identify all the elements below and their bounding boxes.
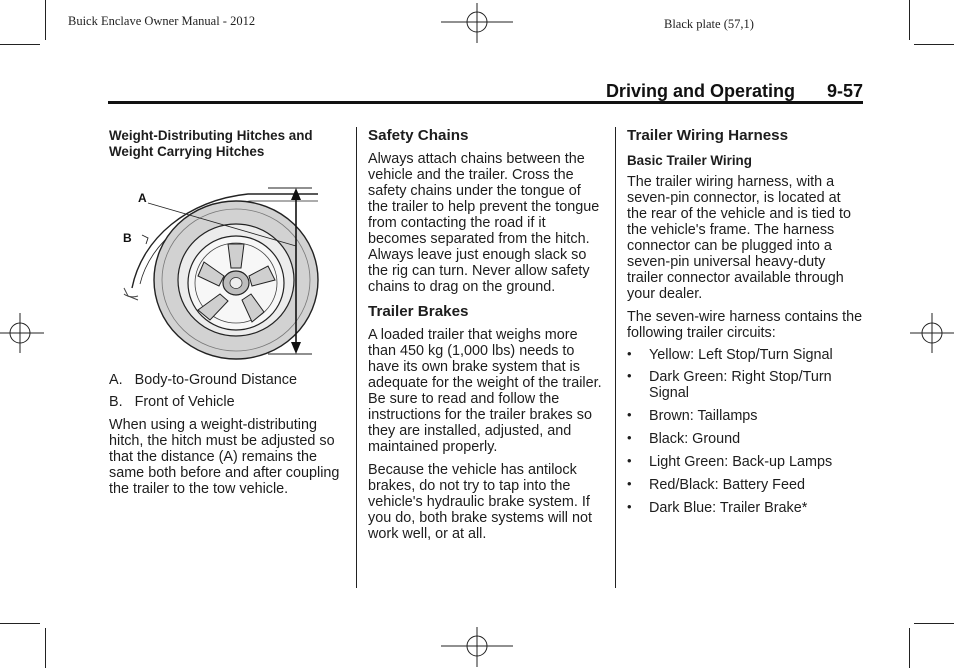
- list-item: • Red/Black: Battery Feed: [627, 476, 805, 493]
- plate-label: Black plate (57,1): [664, 17, 754, 31]
- list-item: • Brown: Taillamps: [627, 407, 758, 424]
- bullet: •: [627, 453, 632, 468]
- column-2: [368, 127, 604, 542]
- bullet: •: [627, 407, 632, 422]
- crop-mark: [914, 44, 954, 45]
- antilock-body: Because the vehicle has antilock brakes, do not try to tap into the vehicle's hydraulic brake system. If you do, both brake systems will not work well, or at all.: [368, 462, 592, 542]
- basic-wiring-heading: Basic Trailer Wiring: [627, 153, 752, 168]
- column-divider: [615, 127, 616, 588]
- list-item: • Dark Blue: Trailer Brake*: [627, 499, 808, 516]
- column-1-lower: [109, 372, 347, 497]
- circuit-list: [627, 347, 863, 516]
- trailer-brakes-body: A loaded trailer that weighs more than 450 kg (1,000 lbs) needs to have its own brake system that is adequate for the weight of the trailer. Be sure to read and follow the instructions for the trailer brakes so they are installed, adjusted, and maintained properly.: [368, 327, 602, 455]
- figure-label-a: A: [138, 191, 147, 205]
- figure-label-b: B: [123, 231, 132, 245]
- caption-a: A. Body-to-Ground Distance: [109, 372, 297, 388]
- crop-mark: [914, 623, 954, 624]
- list-item: • Yellow: Left Stop/Turn Signal: [627, 346, 833, 363]
- hitch-body: When using a weight-distributing hitch, the hitch must be adjusted so that the distance (A) remains the same both before and after coupling the trailer to the tow vehicle.: [109, 417, 340, 497]
- bullet: •: [627, 368, 632, 383]
- bullet: •: [627, 346, 632, 361]
- list-item: • Black: Ground: [627, 430, 741, 447]
- safety-chains-heading: Safety Chains: [368, 127, 469, 144]
- crop-mark: [0, 44, 40, 45]
- manual-title: Buick Enclave Owner Manual - 2012: [68, 14, 256, 28]
- list-item: • Dark Green: Right Stop/Turn Signal: [627, 368, 832, 401]
- registration-mark-right: [910, 313, 954, 353]
- registration-mark-bottom: [441, 627, 513, 667]
- registration-mark-top: [441, 3, 513, 43]
- crop-mark: [45, 628, 46, 668]
- column-1: [109, 128, 347, 160]
- bullet: •: [627, 476, 632, 491]
- crop-mark: [45, 0, 46, 40]
- bullet: •: [627, 430, 632, 445]
- column-divider: [356, 127, 357, 588]
- safety-chains-body: Always attach chains between the vehicle and the trailer. Cross the safety chains under the tongue of the trailer to help prevent the tongue from contacting the road if it becomes separated from the hitch. Always leave just enough slack so the rig can turn. Never allow safety chains to drag on the ground.: [368, 151, 600, 295]
- header-rule: [108, 101, 863, 104]
- wiring-body: The trailer wiring harness, with a seven-pin connector, is located at the rear of the vehicle and is tied to the vehicle's frame. The harness connector can be plugged into a seven-pin universal heavy-duty trailer connector available through your dealer.: [627, 174, 851, 302]
- caption-b: B. Front of Vehicle: [109, 394, 235, 410]
- crop-mark: [909, 0, 910, 40]
- circuits-intro: The seven-wire harness contains the following trailer circuits:: [627, 309, 863, 341]
- trailer-brakes-heading: Trailer Brakes: [368, 303, 469, 320]
- page-number: 9-57: [826, 81, 863, 101]
- wiring-harness-heading: Trailer Wiring Harness: [627, 127, 789, 144]
- crop-mark: [0, 623, 40, 624]
- tire-figure: [118, 184, 330, 360]
- section-header: [606, 81, 863, 102]
- column-3: [627, 127, 863, 516]
- hitch-heading: Weight-Distributing Hitches and Weight Carrying Hitches: [109, 128, 313, 159]
- section-title: Driving and Operating: [605, 81, 795, 101]
- crop-mark: [909, 628, 910, 668]
- list-item: • Light Green: Back-up Lamps: [627, 453, 833, 470]
- bullet: •: [627, 499, 632, 514]
- registration-mark-left: [0, 313, 44, 353]
